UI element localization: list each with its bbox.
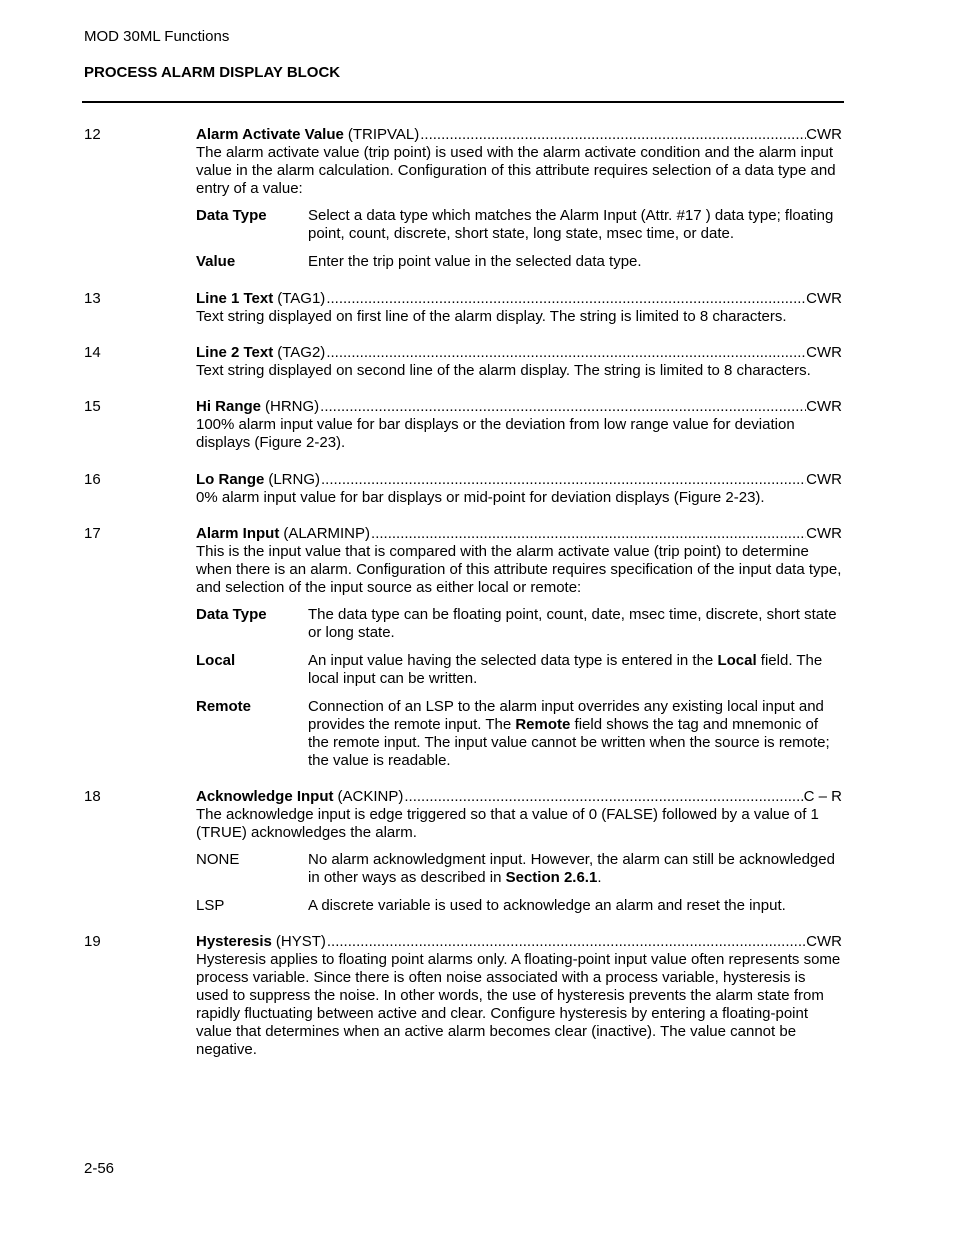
attribute-title-row	[196, 933, 842, 951]
option-label: Local	[196, 652, 236, 669]
attribute-number: 15	[84, 398, 101, 415]
attribute-mnemonic: (ACKINP)	[337, 788, 404, 805]
option-text-part: An input value having the selected data type is entered in the	[308, 652, 718, 669]
option-text-part: .	[597, 869, 602, 886]
attribute-mnemonic: (TAG1)	[277, 290, 326, 307]
attribute-name: Line 1 Text	[196, 290, 274, 307]
option-label: NONE	[196, 851, 240, 868]
document-title: MOD 30ML Functions	[84, 28, 230, 45]
option-text: The data type can be floating point, count, date, msec time, discrete, short state or long state.	[308, 606, 837, 641]
attribute-number: 13	[84, 290, 101, 307]
attribute-access: CWR	[806, 290, 842, 307]
attribute-access: CWR	[806, 933, 842, 950]
option-row	[196, 897, 842, 915]
option-text-emphasis: Local	[717, 652, 757, 669]
attribute-number: 14	[84, 344, 101, 361]
attribute-number: 12	[84, 126, 101, 143]
attribute-description: The acknowledge input is edge triggered so that a value of 0 (FALSE) followed by a value of 1 (TRUE) acknowledges the alarm.	[196, 806, 819, 841]
header-divider	[82, 101, 844, 103]
option-label: Remote	[196, 698, 252, 715]
attribute-name: Line 2 Text	[196, 344, 274, 361]
option-text-part: field shows the tag and mnemonic of the remote input. The input value cannot be written when the source is remote; the value is readable.	[308, 716, 830, 769]
dot-leader	[320, 471, 806, 489]
attribute-number: 17	[84, 525, 101, 542]
option-label: Data Type	[196, 207, 267, 224]
option-text-part: No alarm acknowledgment input. However, the alarm can still be acknowledged in other ways as described in	[308, 851, 835, 886]
option-text-part: Connection of an LSP to the alarm input overrides any existing local input and provides the remote input. The	[308, 698, 824, 733]
option-text: Select a data type which matches the Alarm Input (Attr. #17 ) data type; floating point, count, discrete, short state, long state, msec time, or date.	[308, 207, 834, 242]
option-text-part: field. The local input can be written.	[308, 652, 823, 687]
attribute-options	[196, 207, 842, 271]
section-title: PROCESS ALARM DISPLAY BLOCK	[84, 64, 341, 81]
dot-leader	[370, 525, 806, 543]
attribute-title-row	[196, 126, 842, 144]
attribute-mnemonic: (LRNG)	[268, 471, 321, 488]
attribute-number: 18	[84, 788, 101, 805]
option-label: LSP	[196, 897, 225, 914]
attribute-mnemonic: (HRNG)	[265, 398, 320, 415]
attribute-access: CWR	[806, 398, 842, 415]
option-text: A discrete variable is used to acknowledge an alarm and reset the input.	[308, 897, 786, 914]
attribute-description: This is the input value that is compared with the alarm activate value (trip point) to determine when there is an alarm. Configuration of this attribute requires specification of the input data type, and selection of the input source as either local or remote:	[196, 543, 842, 596]
attribute-options	[196, 606, 842, 770]
attribute-title-row	[196, 525, 842, 543]
attribute-number: 19	[84, 933, 101, 950]
attribute-name: Lo Range	[196, 471, 265, 488]
attribute-mnemonic: (ALARMINP)	[283, 525, 371, 542]
attribute-number: 16	[84, 471, 101, 488]
attribute-title-row	[196, 398, 842, 416]
dot-leader	[325, 344, 806, 362]
attribute-mnemonic: (TRIPVAL)	[347, 126, 420, 143]
attribute-description: Hysteresis applies to floating point alarms only. A floating-point input value often represents some process variable. Since there is often noise associated with a process variable, hysteresis is used to suppress the noise. In other words, the use of hysteresis prevents the alarm state from rapidly fluctuating between active and clear. Configure hysteresis by entering a floating-point value that determines when an active alarm becomes clear (inactive). The value cannot be negative.	[196, 951, 841, 1058]
option-text	[308, 652, 842, 688]
option-row	[196, 253, 842, 271]
attribute-name: Acknowledge Input	[196, 788, 334, 805]
attribute-description: Text string displayed on second line of the alarm display. The string is limited to 8 characters.	[196, 362, 811, 379]
dot-leader	[326, 933, 806, 951]
page-number: 2-56	[84, 1160, 115, 1177]
option-row	[196, 698, 842, 770]
attribute-access: CWR	[806, 525, 842, 542]
option-text-emphasis: Remote	[515, 716, 571, 733]
dot-leader	[403, 788, 803, 806]
option-row	[196, 207, 842, 243]
dot-leader	[419, 126, 806, 144]
attribute-description: 100% alarm input value for bar displays or the deviation from low range value for deviation displays (Figure 2-23).	[196, 416, 795, 451]
attribute-title-row	[196, 788, 842, 806]
option-row	[196, 652, 842, 688]
attribute-access: CWR	[806, 471, 842, 488]
dot-leader	[325, 290, 806, 308]
attribute-description: The alarm activate value (trip point) is used with the alarm activate condition and the alarm input value in the alarm calculation. Configuration of this attribute requires selection of a data type and entry of a value:	[196, 144, 836, 197]
attribute-access: C – R	[803, 788, 842, 805]
attribute-access: CWR	[806, 126, 842, 143]
option-text: Enter the trip point value in the selected data type.	[308, 253, 642, 270]
attribute-options	[196, 851, 842, 915]
attribute-mnemonic: (TAG2)	[277, 344, 326, 361]
attribute-title-row	[196, 344, 842, 362]
attribute-title-row	[196, 471, 842, 489]
attribute-title-row	[196, 290, 842, 308]
attribute-name: Hi Range	[196, 398, 262, 415]
option-text	[308, 698, 842, 770]
option-row	[196, 851, 842, 887]
attribute-mnemonic: (HYST)	[275, 933, 326, 950]
option-label: Value	[196, 253, 236, 270]
attribute-access: CWR	[806, 344, 842, 361]
attribute-description: 0% alarm input value for bar displays or mid-point for deviation displays (Figure 2-23).	[196, 489, 765, 506]
attribute-name: Hysteresis	[196, 933, 272, 950]
attribute-name: Alarm Input	[196, 525, 280, 542]
dot-leader	[319, 398, 806, 416]
attribute-name: Alarm Activate Value	[196, 126, 344, 143]
option-row	[196, 606, 842, 642]
option-label: Data Type	[196, 606, 267, 623]
option-text	[308, 851, 842, 887]
attribute-description: Text string displayed on first line of the alarm display. The string is limited to 8 characters.	[196, 308, 787, 325]
option-text-emphasis: Section 2.6.1	[505, 869, 598, 886]
